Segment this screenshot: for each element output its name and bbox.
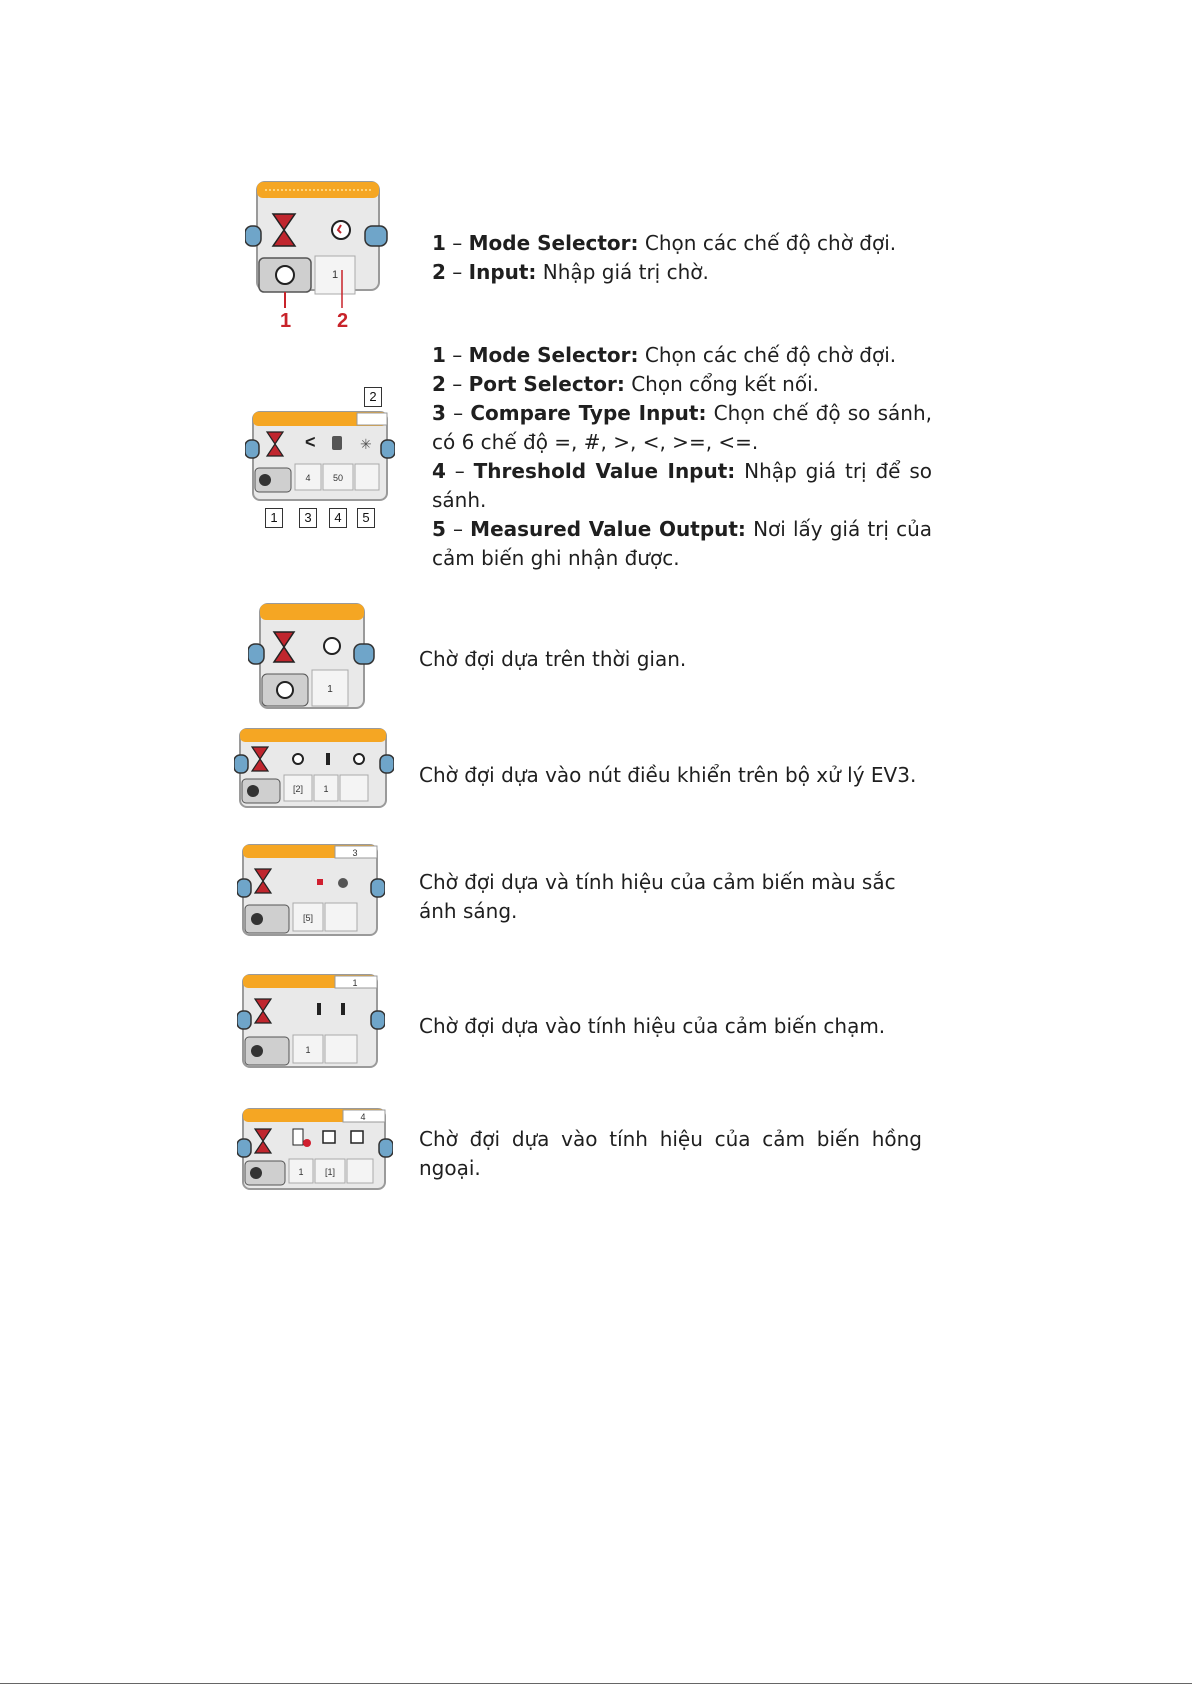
example-caption: Chờ đợi dựa trên thời gian. bbox=[419, 647, 687, 671]
example-caption: Chờ đợi dựa vào nút điều khiển trên bộ xử lý EV3. bbox=[419, 763, 917, 787]
callout-box-compare: 3 bbox=[299, 508, 317, 528]
example-caption: Chờ đợi dựa và tính hiệu của cảm biến màu sắc ánh sáng. bbox=[419, 870, 896, 923]
wait-time-block bbox=[248, 602, 378, 714]
threshold-compare-value: 4 bbox=[305, 473, 311, 483]
callout-box-threshold: 4 bbox=[329, 508, 347, 528]
sensor-compare-block bbox=[245, 410, 395, 508]
callout-input: 2 bbox=[337, 310, 349, 332]
callout-box-port: 2 bbox=[364, 387, 382, 407]
wait-color-sensor-block bbox=[237, 843, 385, 941]
example-caption: Chờ đợi dựa vào tính hiệu của cảm biến hồng ngoại. bbox=[419, 1127, 922, 1180]
example-value: 1 bbox=[323, 784, 329, 794]
port-number: 1 bbox=[352, 978, 358, 988]
wait-infrared-sensor-block bbox=[237, 1107, 393, 1195]
example-value: [2] bbox=[292, 784, 304, 794]
legend-item: 1 – Mode Selector: Chọn các chế độ chờ đợi. bbox=[432, 231, 897, 255]
threshold-value: 50 bbox=[332, 473, 344, 483]
legend-item: 5 – Measured Value Output: Nơi lấy giá trị của cảm biến ghi nhận được. bbox=[432, 517, 933, 570]
callout-box-mode: 1 bbox=[265, 508, 283, 528]
legend-item: 1 – Mode Selector: Chọn các chế độ chờ đợi. bbox=[432, 343, 897, 367]
legend-item: 4 – Threshold Value Input: Nhập giá trị để so sánh. bbox=[432, 459, 933, 512]
wait-brick-buttons-block bbox=[234, 727, 394, 813]
wait-touch-sensor-block bbox=[237, 973, 385, 1073]
example-value: [5] bbox=[302, 913, 314, 923]
sensor-block-legend bbox=[432, 341, 932, 573]
legend-item: 2 – Input: Nhập giá trị chờ. bbox=[432, 260, 709, 284]
legend-item: 3 – Compare Type Input: Chọn chế độ so sánh, có 6 chế độ =, #, >, <, >=, <=. bbox=[432, 401, 933, 454]
timer-input-value: 1 bbox=[331, 269, 339, 281]
example-value: 1 bbox=[305, 1045, 311, 1055]
timer-wait-block bbox=[245, 180, 393, 336]
callout-mode-selector: 1 bbox=[280, 310, 292, 332]
example-value: 1 bbox=[298, 1167, 304, 1177]
callout-box-output: 5 bbox=[357, 508, 375, 528]
legend-item: 2 – Port Selector: Chọn cổng kết nối. bbox=[432, 372, 819, 396]
page-bottom-rule bbox=[0, 1683, 1192, 1684]
port-number: 3 bbox=[352, 848, 358, 858]
svg-text:✳: ✳ bbox=[360, 436, 372, 452]
example-value: [1] bbox=[324, 1167, 336, 1177]
example-caption: Chờ đợi dựa vào tính hiệu của cảm biến chạm. bbox=[419, 1014, 886, 1038]
timer-block-legend bbox=[432, 229, 952, 287]
example-value: 1 bbox=[327, 684, 333, 695]
port-number: 4 bbox=[360, 1112, 366, 1122]
svg-text:<: < bbox=[305, 432, 316, 452]
